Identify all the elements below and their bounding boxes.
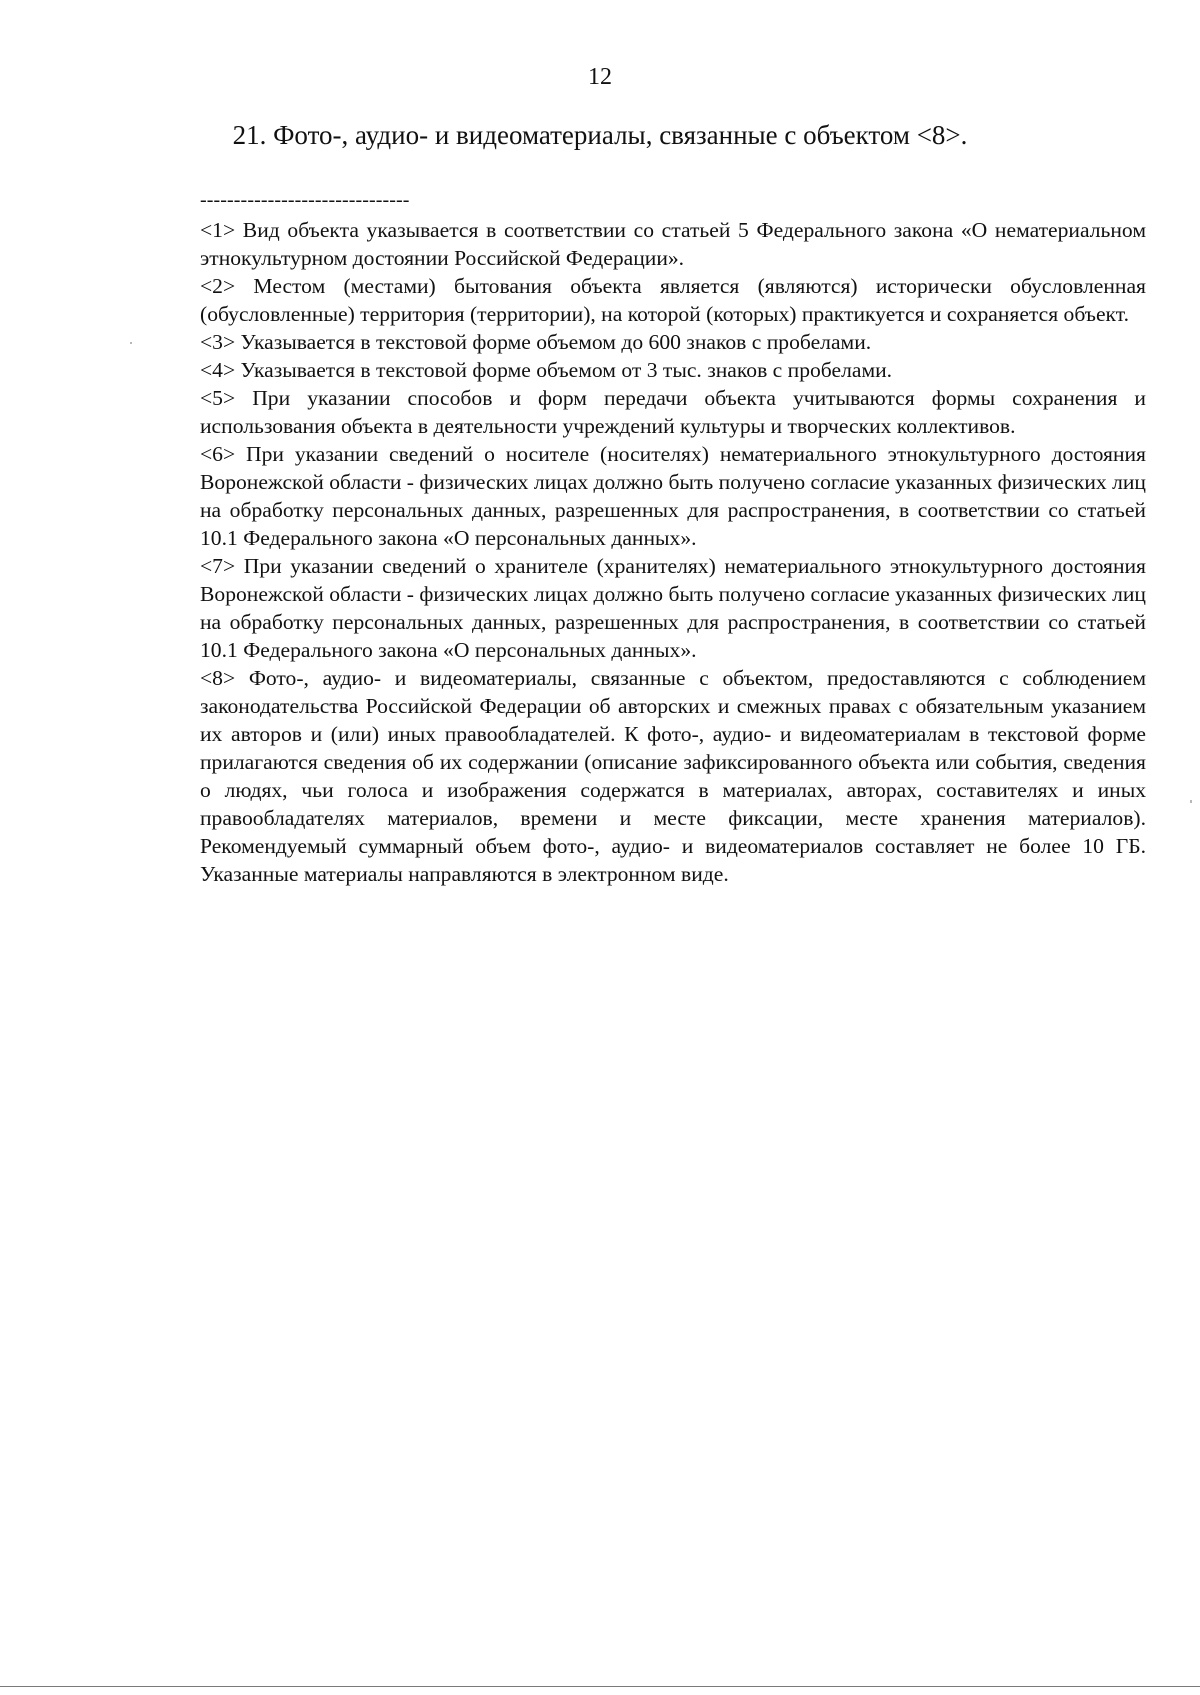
footnote-7: <7> При указании сведений о хранителе (хранителях) нематериального этнокультурного достояния Воронежской области - физических лицах должно быть получено согласие указанных физических лиц на обработку персональных данных, разрешенных для распространения, в соответствии со статьей 10.1 Федерального закона «О персональных данных». [200,554,1146,662]
footnote-1: <1> Вид объекта указывается в соответствии со статьей 5 Федерального закона «О нематериальном этнокультурном достоянии Российской Федерации». [200,218,1146,270]
footnote-4: <4> Указывается в текстовой форме объемом от 3 тыс. знаков с пробелами. [200,358,893,382]
footnote-3: <3> Указывается в текстовой форме объемом до 600 знаков с пробелами. [200,330,872,354]
footnotes-list [200,216,1146,888]
footnote-8: <8> Фото-, аудио- и видеоматериалы, связанные с объектом, предоставляются с соблюдением законодательства Российской Федерации об авторских и смежных правах с обязательным указанием их авторов и (или) иных правообладателей. К фото-, аудио- и видеоматериалам в текстовой форме прилагаются сведения об их содержании (описание зафиксированного объекта или события, сведения о людях, чьи голоса и изображения содержатся в материалах, авторах, составителях и иных правообладателях материалов, времени и месте фиксации, месте хранения материалов). Рекомендуемый суммарный объем фото-, аудио- и видеоматериалов составляет не более 10 ГБ. Указанные материалы направляются в электронном виде. [200,666,1146,886]
footnote-6: <6> При указании сведений о носителе (носителях) нематериального этнокультурного достояния Воронежской области - физических лицах должно быть получено согласие указанных физических лиц на обработку персональных данных, разрешенных для распространения, в соответствии со статьей 10.1 Федерального закона «О персональных данных». [200,442,1146,550]
footnote-2: <2> Местом (местами) бытования объекта является (являются) исторически обусловленная (обусловленные) территория (территории), на которой (которых) практикуется и сохраняется объект. [200,274,1146,326]
page-bottom-rule [0,1686,1200,1687]
footnote-5: <5> При указании способов и форм передачи объекта учитываются формы сохранения и использования объекта в деятельности учреждений культуры и творческих коллективов. [200,386,1146,438]
section-heading: 21. Фото-, аудио- и видеоматериалы, связанные с объектом <8>. [232,120,968,150]
scan-artifact-right [1190,800,1192,803]
scan-artifact-left [130,342,132,344]
page-number: 12 [588,64,612,90]
footnote-separator: ------------------------------- [200,189,410,211]
